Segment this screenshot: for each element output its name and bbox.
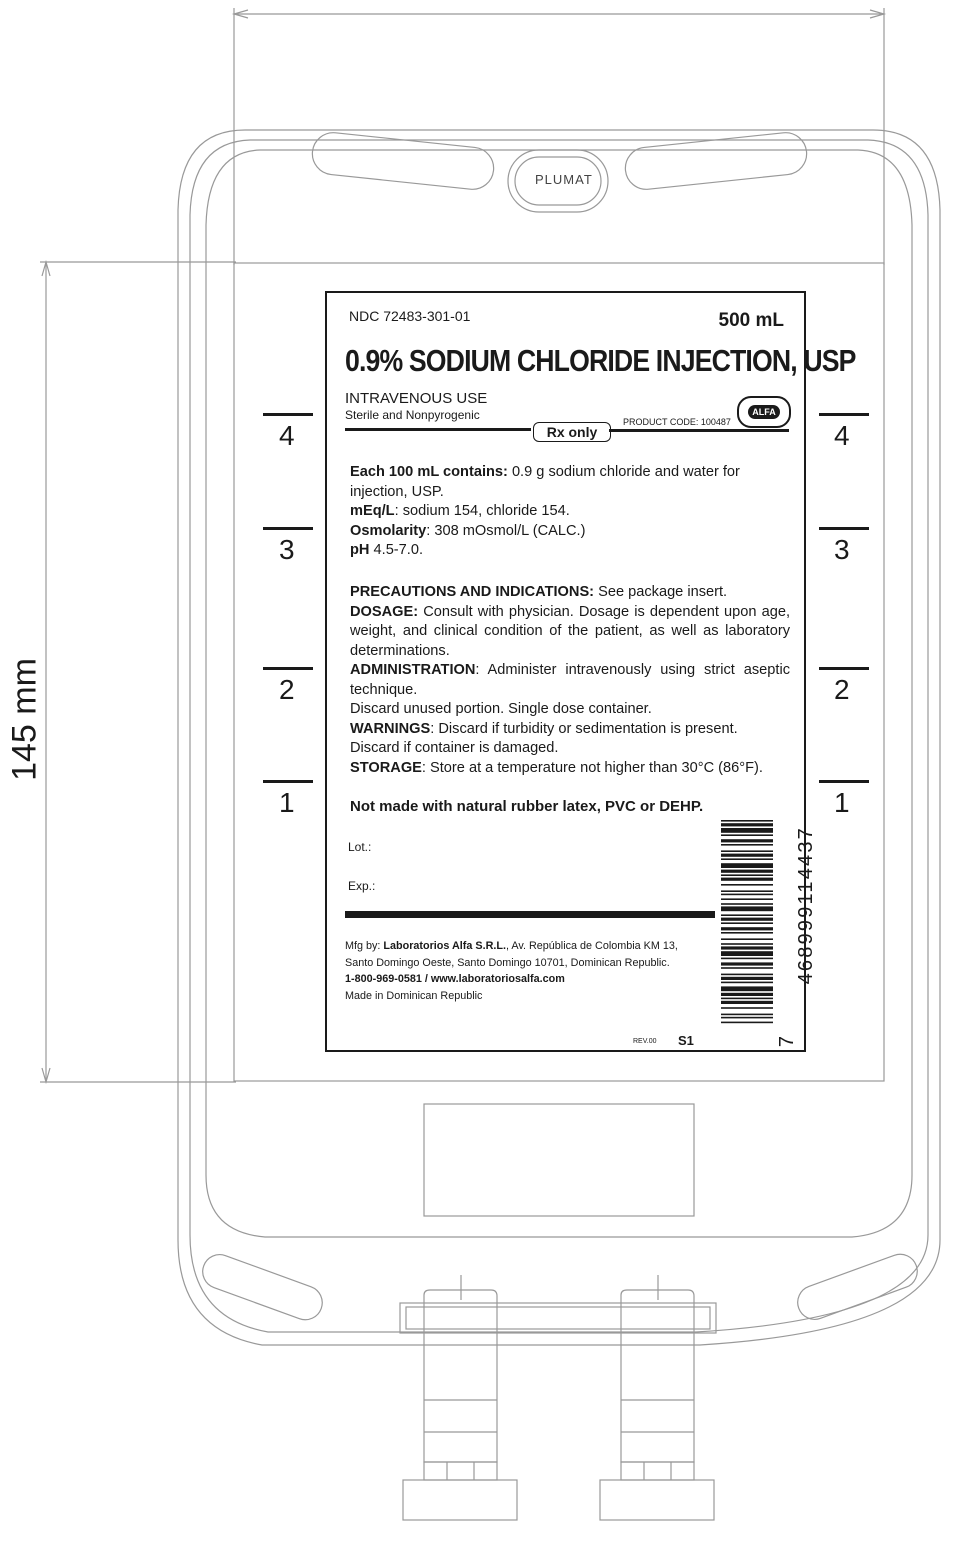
graduation-line-left-1 (263, 780, 313, 783)
height-dimension-label: 145 mm (5, 658, 44, 781)
barcode-digits: 468999114437 (795, 826, 817, 985)
barcode-bar (721, 854, 773, 857)
barcode-bar (721, 884, 773, 886)
barcode-bar (721, 823, 773, 826)
mfg-company: Laboratorios Alfa S.R.L. (383, 940, 506, 952)
lot-field: Lot.: (348, 840, 372, 854)
mfg-by-label: Mfg by: (345, 940, 384, 952)
administration-text: : Administer intravenously using strict aseptic technique. (350, 662, 790, 698)
barcode-bar (721, 890, 773, 892)
storage-label: STORAGE (350, 759, 422, 776)
graduation-left-4: 4 (279, 420, 295, 451)
storage-text: : Store at a temperature not higher than 30°C (86°F). (421, 759, 763, 776)
precautions-text: See package insert. (594, 584, 728, 600)
barcode-bar (721, 958, 773, 960)
graduation-right-2: 2 (834, 674, 850, 705)
barcode (721, 820, 773, 1024)
barcode-bar (721, 1007, 773, 1009)
bottom-divider (345, 911, 715, 918)
barcode-bar (721, 1001, 773, 1004)
osmolarity-label: Osmolarity (350, 522, 427, 539)
mfg-address-1: , Av. República de Colombia KM 13, (505, 940, 678, 952)
barcode-bar (721, 986, 773, 991)
barcode-bar (721, 903, 773, 905)
barcode-bar (721, 982, 773, 984)
barcode-bar (721, 898, 773, 900)
dosage-text: Consult with physician. Dosage is dependent upon age, weight, and clinical condition of the patient, as well as laboratory determinations. (350, 603, 790, 659)
barcode-bar (721, 946, 773, 949)
barcode-bar (721, 858, 773, 860)
made-in: Made in Dominican Republic (345, 989, 483, 1002)
osmolarity-text: : 308 mOsmol/L (CALC.) (426, 522, 586, 539)
graduation-left-3: 3 (279, 534, 295, 565)
barcode-bar (721, 844, 773, 846)
graduation-right-1: 1 (834, 787, 850, 818)
ph-text: 4.5-7.0. (369, 542, 424, 558)
graduation-left-1: 1 (279, 787, 295, 818)
barcode-bar (721, 918, 773, 921)
plumat-mark: PLUMAT (535, 172, 593, 187)
barcode-bar (721, 828, 773, 833)
sheet-id: S1 (678, 1033, 694, 1048)
barcode-bar (721, 870, 773, 873)
contains-text: 0.9 g sodium chloride and water for injection, USP. (350, 464, 740, 500)
barcode-bar (721, 850, 773, 852)
sterile-statement: Sterile and Nonpyrogenic (345, 408, 480, 422)
meq-label: mEq/L (350, 503, 395, 519)
contains-label: Each 100 mL contains: (350, 464, 508, 480)
barcode-bar (721, 1017, 773, 1019)
alfa-logo-text: ALFA (748, 405, 780, 419)
graduation-line-left-2 (263, 667, 313, 670)
alfa-logo (737, 396, 791, 428)
barcode-bar (721, 962, 773, 965)
discard-text: Discard unused portion. Single dose container. (350, 701, 652, 717)
dosage-label: DOSAGE: (350, 603, 419, 620)
graduation-line-right-2 (819, 667, 869, 670)
barcode-lead-digit: 7 (776, 1035, 799, 1048)
administration-label: ADMINISTRATION (350, 662, 476, 678)
barcode-bar (721, 1022, 773, 1024)
barcode-bar (721, 943, 773, 945)
divider-right (609, 429, 789, 432)
graduation-line-right-4 (819, 413, 869, 416)
exp-field: Exp.: (348, 879, 376, 893)
barcode-bar (721, 993, 773, 996)
mfg-address-2: Santo Domingo Oeste, Santo Domingo 10701, Dominican Republic. (345, 956, 670, 969)
barcode-bar (721, 906, 773, 911)
graduation-right-4: 4 (834, 420, 850, 451)
precautions-label: PRECAUTIONS AND INDICATIONS: (350, 584, 595, 600)
barcode-bar (721, 914, 773, 916)
meq-text: : sodium 154, chloride 154. (394, 503, 570, 519)
barcode-bar (721, 874, 773, 876)
barcode-bar (721, 922, 773, 924)
barcode-bar (721, 938, 773, 940)
graduation-line-right-3 (819, 527, 869, 530)
instructions-block (350, 583, 790, 778)
graduation-right-3: 3 (834, 534, 850, 565)
barcode-bar (721, 951, 773, 956)
barcode-bar (721, 1014, 773, 1016)
divider-left (345, 428, 531, 431)
graduation-line-left-3 (263, 527, 313, 530)
ndc-number: NDC 72483-301-01 (349, 308, 471, 324)
barcode-bar (721, 927, 773, 930)
graduation-left-2: 2 (279, 674, 295, 705)
product-code: PRODUCT CODE: 100487 (623, 417, 731, 427)
barcode-bar (721, 974, 773, 976)
route-of-administration: INTRAVENOUS USE (345, 390, 488, 407)
barcode-bar (721, 998, 773, 1000)
rx-only-badge: Rx only (533, 422, 611, 442)
warnings-label: WARNINGS (350, 720, 431, 737)
volume: 500 mL (718, 310, 784, 331)
latex-statement: Not made with natural rubber latex, PVC or DEHP. (350, 798, 704, 815)
barcode-bar (721, 863, 773, 868)
product-title: 0.9% SODIUM CHLORIDE INJECTION, USP (345, 343, 856, 378)
revision: REV.00 (633, 1038, 657, 1045)
barcode-bar (721, 820, 773, 822)
graduation-line-left-4 (263, 413, 313, 416)
damage-text: Discard if container is damaged. (350, 740, 559, 756)
composition-block (350, 463, 790, 561)
barcode-bar (721, 932, 773, 934)
manufacturer-block (345, 938, 678, 1004)
barcode-bar (721, 967, 773, 969)
graduation-line-right-1 (819, 780, 869, 783)
product-label (325, 291, 856, 1052)
barcode-bar (721, 894, 773, 896)
barcode-bar (721, 878, 773, 881)
ph-label: pH (350, 542, 370, 558)
barcode-bar (721, 977, 773, 980)
barcode-bar (721, 834, 773, 836)
warnings-text: : Discard if turbidity or sedimentation is present. (430, 720, 738, 737)
barcode-bar (721, 839, 773, 842)
mfg-contact: 1-800-969-0581 / www.laboratoriosalfa.com (345, 973, 565, 985)
